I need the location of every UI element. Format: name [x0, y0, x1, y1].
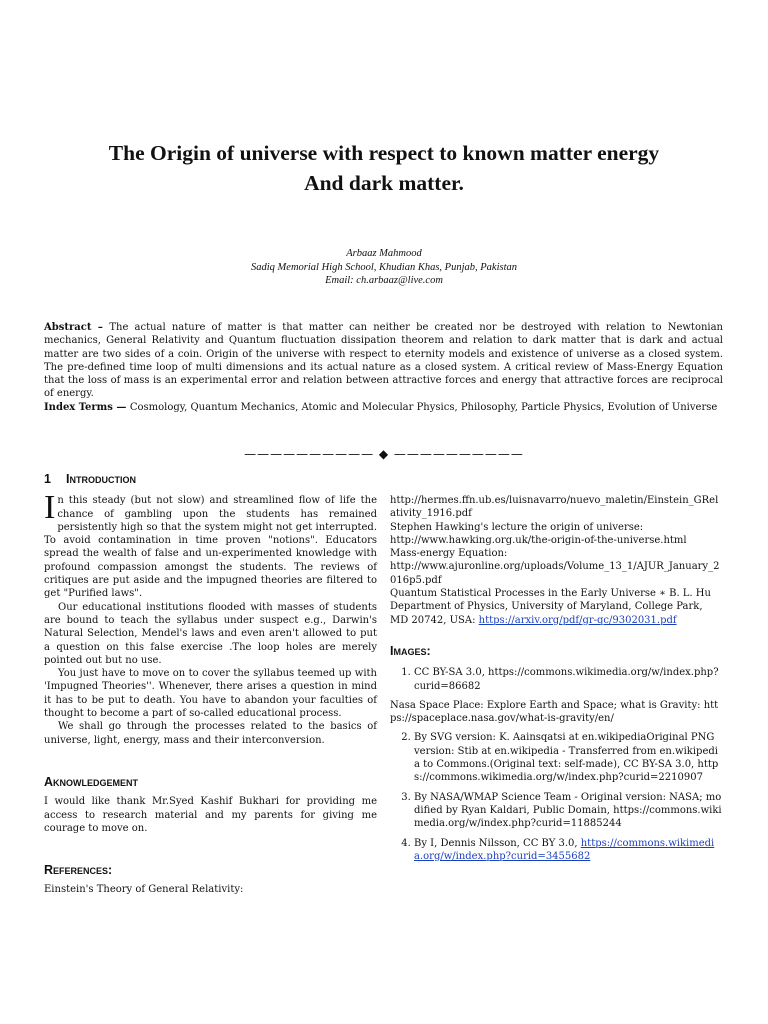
- abstract-label: Abstract: [44, 322, 92, 333]
- right-column: [390, 494, 722, 869]
- intro-paragraph-1: [44, 489, 377, 600]
- images-list: [390, 666, 722, 693]
- index-terms-dash: —: [112, 401, 130, 413]
- author-affiliation: Sadiq Memorial High School, Khudian Khas, Punjab, Pakistan: [251, 261, 517, 273]
- intro-paragraph-2: Our educational institutions flooded with masses of students are bound to teach the syllabus under suspect e.g., Darwin's Natural Selection, Mendel's laws and even aren't allowed to put a question on this false exercise .The loop holes are merely pointed out but no use.: [44, 601, 377, 666]
- abstract: [44, 321, 723, 414]
- image-credit-4-text: By I, Dennis Nilsson, CC BY 3.0,: [414, 837, 581, 849]
- section-divider: —————————— ◆ ——————————: [244, 447, 524, 461]
- intro-paragraph-4: We shall go through the processes related to the basics of universe, light, energy, mass and their interconversion.: [44, 721, 377, 746]
- author-name: Arbaaz Mahmood: [346, 248, 422, 259]
- title-line-2: And dark matter.: [304, 171, 464, 195]
- image-credit-1: 1. CC BY-SA 3.0, https://commons.wikimedia.org/w/index.php?curid=86682: [414, 666, 722, 693]
- paper-title: [40, 138, 728, 198]
- acknowledgement-text: I would like thank Mr.Syed Kashif Bukhari for providing me access to research material and my parents for giving me courage to move on.: [44, 796, 377, 834]
- abstract-dash: –: [91, 322, 110, 333]
- index-terms: [44, 401, 723, 414]
- image-credit-2: 2. By SVG version: K. Aainsqatsi at en.wikipediaOriginal PNG version: Stib at en.wikipedia - Transferred from en.wikipedia to Commons.(Original text: self-made), CC BY-SA 3.0, https://commons.wikimedia.org/w/index.php?curid=2210907: [414, 731, 722, 784]
- images-list-continued: [390, 731, 722, 863]
- reference-mass-energy-url: http://www.ajuronline.org/uploads/Volume_13_1/AJUR_January_2016p5.pdf: [390, 561, 720, 586]
- reference-hawking-title: Stephen Hawking's lecture the origin of universe:: [390, 521, 644, 533]
- reference-quantum-text: Quantum Statistical Processes in the Early Universe ∗ B. L. Hu Department of Physics, University of Maryland, College Park, MD 20742, USA:: [390, 588, 711, 626]
- drop-cap: I: [44, 489, 56, 527]
- reference-mass-energy-title: Mass-energy Equation:: [390, 548, 508, 560]
- title-line-1: The Origin of universe with respect to known matter energy: [108, 141, 660, 165]
- reference-quantum: [390, 587, 722, 627]
- acknowledgement-heading: Aknowledgement: [44, 774, 139, 789]
- references-heading: References:: [44, 863, 113, 878]
- nasa-space-place-credit: Nasa Space Place: Explore Earth and Space; what is Gravity: https://spaceplace.nasa.gov/what-is-gravity/en/: [390, 699, 719, 725]
- reference-hawking-url: http://www.hawking.org.uk/the-origin-of-the-universe.html: [390, 534, 687, 546]
- introduction-heading: [44, 473, 377, 486]
- abstract-text: The actual nature of matter is that matter can neither be created nor be destroyed with relation to Newtonian mechanics, General Relativity and Quantum fluctuation dissipation theorem and relation to dark matter that is dark and actual matter are two sides of a coin. Origin of the universe with respect to eternity models and existence of universe as a closed system. The pre-defined time loop of multi dimensions and its actual nature as a closed system. A critical review of Mass-Energy Equation that the loss of mass is an experimental error and relation between attractive forces and energy that attractive forces are reciprocal of energy.: [44, 322, 723, 400]
- images-heading: Images:: [390, 643, 431, 658]
- image-credit-4: [414, 837, 722, 864]
- reference-einstein-title: Einstein's Theory of General Relativity:: [44, 884, 244, 896]
- section-number: 1: [44, 472, 51, 486]
- reference-einstein-url: http://hermes.ffn.ub.es/luisnavarro/nuevo_maletin/Einstein_GRelativity_1916.pdf: [390, 495, 719, 520]
- abstract-body: [44, 321, 723, 401]
- index-terms-label: Index Terms: [44, 401, 113, 413]
- image-credit-3: 3. By NASA/WMAP Science Team - Original version: NASA; modified by Ryan Kaldari, Public Domain, https://commons.wikimedia.org/w/index.php?curid=11885244: [414, 791, 722, 831]
- intro-paragraph-3: You just have to move on to cover the syllabus teemed up with 'Impugned Theories''. Whenever, there arises a question in mind it has to be put to death. You have to abandon your faculties of thought to become a part of so-called educational process.: [44, 668, 377, 720]
- author-block: [100, 247, 668, 288]
- left-column: [44, 473, 377, 897]
- introduction-heading-text: Introduction: [66, 472, 136, 486]
- reference-quantum-link[interactable]: https://arxiv.org/pdf/gr-qc/9302031.pdf: [478, 614, 677, 626]
- intro-paragraph-1-text: n this steady (but not slow) and streamlined flow of life the chance of gambling upon the students has remained persistently high so that the system might not get interrupted. To avoid contamination in time proven "notions". Educators spread the wealth of false and un-experimented knowledge with profound compassion amongst the students. The reviews of critiques are put aside and the impugned theories are filtered to get "Purified laws".: [44, 495, 377, 600]
- image-credit-4-link[interactable]: https://commons.wikimedia.org/w/index.php?curid=3455682: [414, 837, 715, 862]
- author-email: Email: ch.arbaaz@live.com: [325, 275, 443, 286]
- index-terms-text: Cosmology, Quantum Mechanics, Atomic and Molecular Physics, Philosophy, Particle Physics, Evolution of Universe: [129, 401, 718, 413]
